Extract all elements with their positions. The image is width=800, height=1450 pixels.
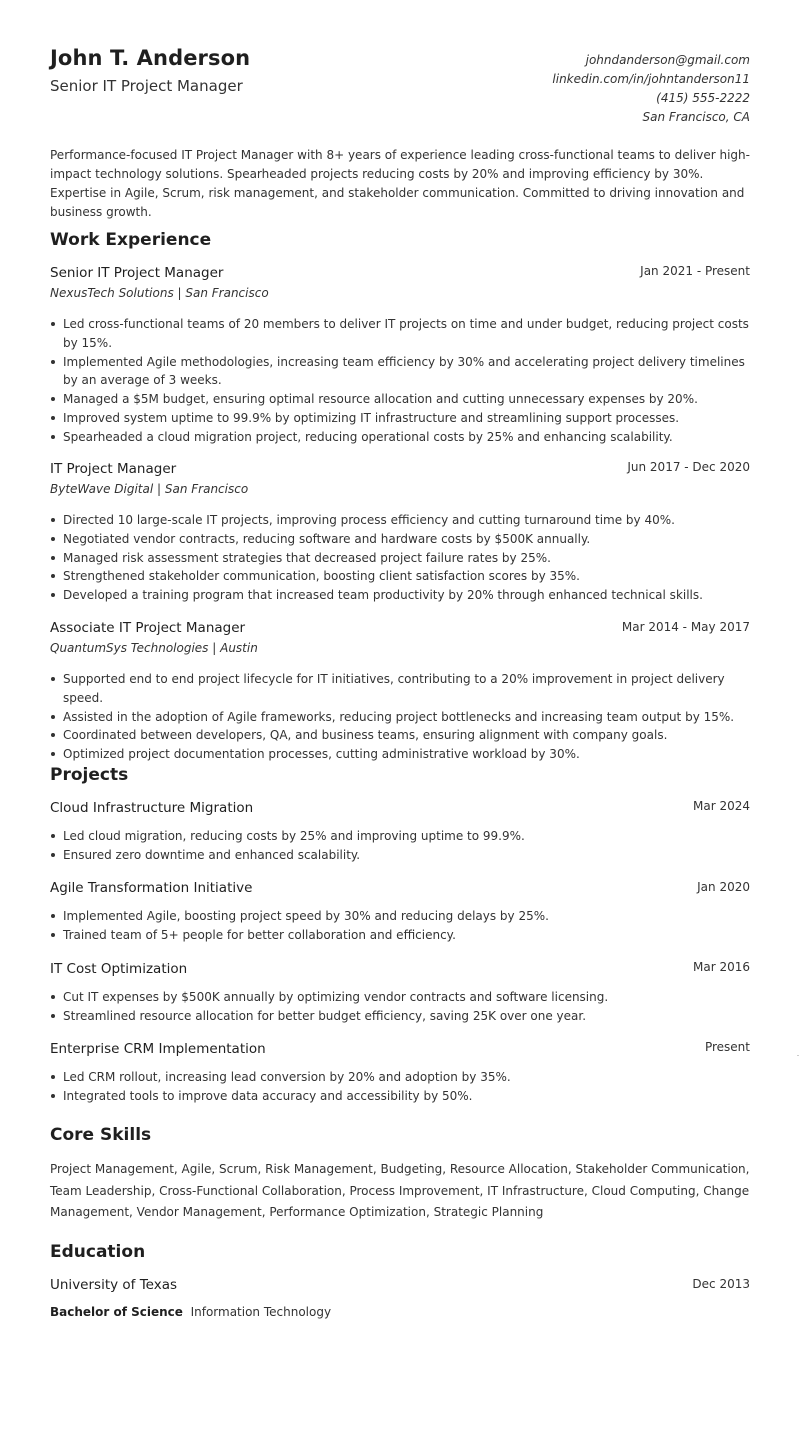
bullet-item: Streamlined resource allocation for better budget efficiency, saving 25K over one year.: [50, 1007, 750, 1026]
bullet-item: Led CRM rollout, increasing lead conversion by 20% and adoption by 35%.: [50, 1068, 750, 1087]
job-title: Senior IT Project Manager: [50, 265, 224, 281]
bullet-item: Negotiated vendor contracts, reducing software and hardware costs by $500K annually.: [50, 530, 750, 549]
resume-header: [50, 46, 750, 126]
project-date: Mar 2016: [693, 960, 750, 974]
project-title: Cloud Infrastructure Migration: [50, 800, 254, 816]
project-date: Mar 2024: [693, 799, 750, 813]
job-title: IT Project Manager: [50, 461, 177, 477]
resume-page: [50, 0, 750, 1450]
core-skills-heading: Core Skills: [50, 1125, 152, 1145]
bullet-item: Managed a $5M budget, ensuring optimal resource allocation and cutting unnecessary expenses by 20%.: [50, 390, 750, 409]
bullet-item: Supported end to end project lifecycle for IT initiatives, contributing to a 20% improvement in project delivery speed.: [50, 670, 750, 708]
bullet-item: Implemented Agile methodologies, increasing team efficiency by 30% and accelerating project delivery timelines by an average of 3 weeks.: [50, 353, 750, 391]
job-dates: Mar 2014 - May 2017: [621, 620, 750, 634]
job-title: Associate IT Project Manager: [50, 620, 246, 636]
projects-heading: Projects: [50, 765, 129, 785]
candidate-name: John T. Anderson: [50, 46, 251, 70]
contact-block: [552, 51, 750, 127]
graduation-date: Dec 2013: [692, 1277, 750, 1291]
project-date: Jan 2020: [697, 880, 750, 894]
project-bullets: [50, 827, 750, 865]
contact-linkedin[interactable]: linkedin.com/in/johntanderson11: [552, 72, 750, 86]
bullet-item: Managed risk assessment strategies that decreased project failure rates by 25%.: [50, 549, 750, 568]
bullet-item: Implemented Agile, boosting project speed by 30% and reducing delays by 25%.: [50, 907, 750, 926]
professional-summary: Performance-focused IT Project Manager with 8+ years of experience leading cross-functional teams to deliver high-impact technology solutions. Spearheaded projects reducing costs by 20% and improving efficiency by 30%. Expertise in Agile, Scrum, risk management, and stakeholder communication. Committed to driving innovation and business growth.: [50, 148, 750, 219]
bullet-item: Trained team of 5+ people for better collaboration and efficiency.: [50, 926, 750, 945]
job-company: QuantumSys Technologies | Austin: [50, 641, 258, 655]
bullet-item: Led cloud migration, reducing costs by 25% and improving uptime to 99.9%.: [50, 827, 750, 846]
degree-name: Bachelor of Science: [50, 1305, 183, 1319]
job-bullets: [50, 670, 750, 764]
project-date: Present: [704, 1040, 750, 1054]
project-bullets: [50, 1068, 750, 1106]
bullet-item: Integrated tools to improve data accuracy and accessibility by 50%.: [50, 1087, 750, 1106]
bullet-item: Ensured zero downtime and enhanced scalability.: [50, 846, 750, 865]
project-title: Agile Transformation Initiative: [50, 880, 253, 896]
bullet-item: Cut IT expenses by $500K annually by optimizing vendor contracts and software licensing.: [50, 988, 750, 1007]
degree-line: [50, 1305, 331, 1319]
project-title: IT Cost Optimization: [50, 961, 188, 977]
project-bullets: [50, 988, 750, 1026]
job-dates: Jan 2021 - Present: [640, 264, 750, 278]
bullet-item: Led cross-functional teams of 20 members to deliver IT projects on time and under budget, reducing project costs by 15%.: [50, 315, 750, 353]
bullet-item: Directed 10 large-scale IT projects, improving process efficiency and cutting turnaround time by 40%.: [50, 511, 750, 530]
job-dates: Jun 2017 - Dec 2020: [627, 460, 750, 474]
skills-list: Project Management, Agile, Scrum, Risk Management, Budgeting, Resource Allocation, Stakeholder Communication, Team Leadership, Cross-Functional Collaboration, Process Improvement, IT Infrastructure, Cloud Computing, Change Management, Vendor Management, Performance Optimization, Strategic Planning: [50, 1162, 750, 1219]
project-title: Enterprise CRM Implementation: [50, 1041, 266, 1057]
job-company: NexusTech Solutions | San Francisco: [50, 286, 269, 300]
degree-field: Information Technology: [190, 1305, 332, 1319]
job-bullets: [50, 315, 750, 447]
page-edge-mark: [797, 1055, 799, 1056]
candidate-title: Senior IT Project Manager: [50, 77, 243, 95]
project-bullets: [50, 907, 750, 945]
school-name: University of Texas: [50, 1277, 178, 1293]
contact-location: San Francisco, CA: [642, 110, 750, 124]
bullet-item: Coordinated between developers, QA, and business teams, ensuring alignment with company goals.: [50, 726, 750, 745]
job-company: ByteWave Digital | San Francisco: [50, 482, 249, 496]
bullet-item: Strengthened stakeholder communication, boosting client satisfaction scores by 35%.: [50, 567, 750, 586]
contact-email[interactable]: johndanderson@gmail.com: [585, 53, 750, 67]
bullet-item: Improved system uptime to 99.9% by optimizing IT infrastructure and streamlining support processes.: [50, 409, 750, 428]
contact-phone: (415) 555-2222: [656, 91, 750, 105]
bullet-item: Developed a training program that increased team productivity by 20% through enhanced technical skills.: [50, 586, 750, 605]
job-bullets: [50, 511, 750, 605]
education-heading: Education: [50, 1242, 146, 1262]
bullet-item: Spearheaded a cloud migration project, reducing operational costs by 25% and enhancing scalability.: [50, 428, 750, 447]
bullet-item: Assisted in the adoption of Agile frameworks, reducing project bottlenecks and increasing team output by 15%.: [50, 708, 750, 727]
bullet-item: Optimized project documentation processes, cutting administrative workload by 30%.: [50, 745, 750, 764]
work-experience-heading: Work Experience: [50, 230, 212, 250]
